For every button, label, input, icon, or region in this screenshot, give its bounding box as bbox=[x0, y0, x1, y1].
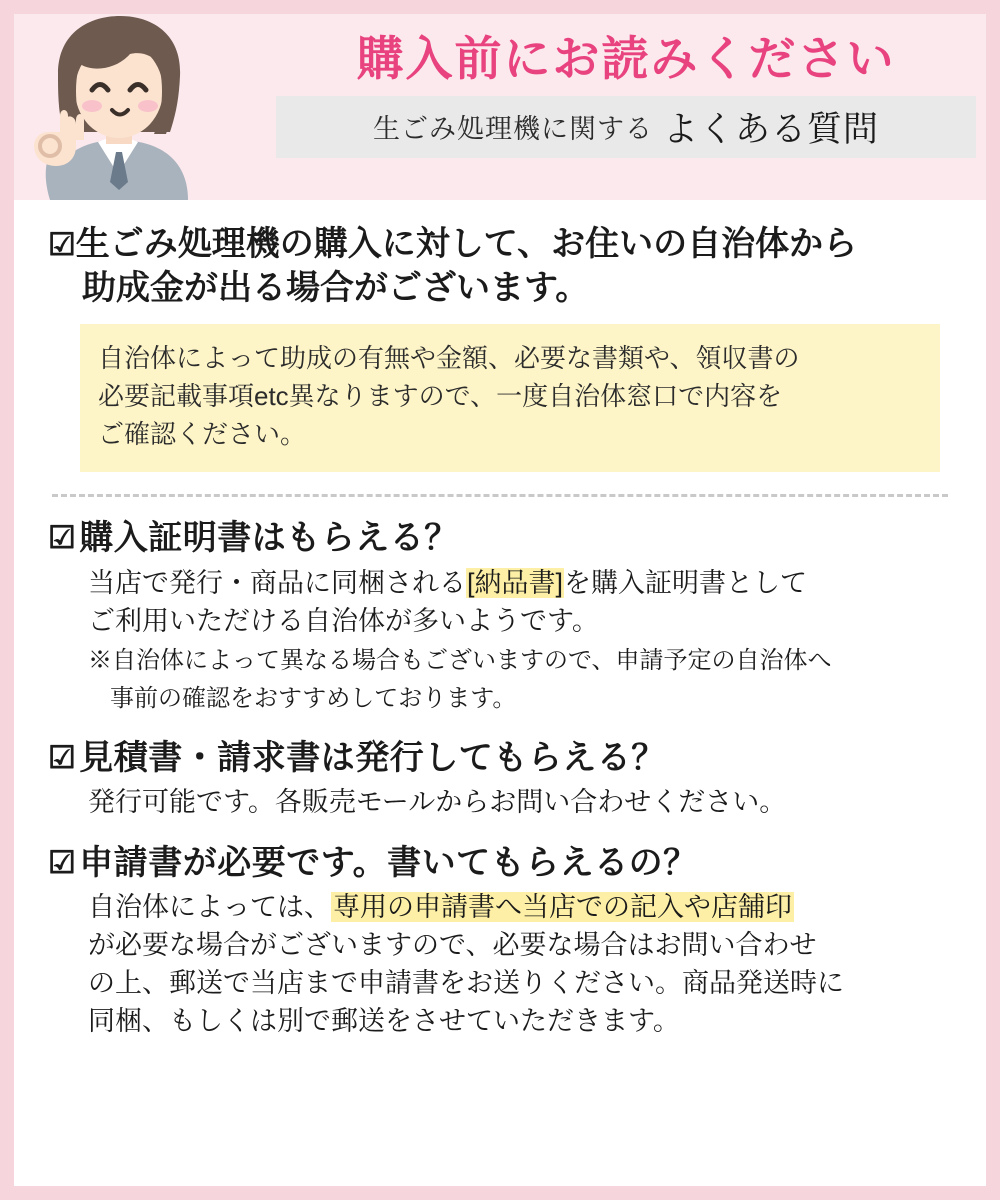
checkbox-icon: ☑ bbox=[48, 520, 77, 556]
faq-answer-line bbox=[88, 565, 952, 603]
lead-line-2: 助成金が出る場合がございます。 bbox=[82, 269, 590, 308]
faq-question bbox=[48, 517, 952, 561]
faq-question bbox=[48, 842, 952, 886]
checkbox-icon: ☑ bbox=[48, 844, 77, 880]
answer-text: ご利用いただける自治体が多いようです。 bbox=[88, 605, 599, 636]
faq-answer bbox=[88, 889, 952, 1040]
faq-answer bbox=[88, 784, 952, 822]
faq-note-line: ※自治体によって異なる場合もございますので、申請予定の自治体へ bbox=[88, 647, 832, 675]
faq-question bbox=[48, 737, 952, 781]
note-line-2: 必要記載事項etc異なりますので、一度自治体窓口で内容を bbox=[98, 381, 783, 412]
checkbox-icon: ☑ bbox=[48, 227, 76, 262]
faq-answer-line bbox=[88, 889, 952, 927]
woman-ok-sign-illustration bbox=[20, 14, 270, 200]
note-box bbox=[80, 324, 940, 472]
header-text-block bbox=[276, 18, 976, 158]
faq-item bbox=[48, 737, 952, 822]
subtitle-small: 生ごみ処理機に関する bbox=[372, 114, 653, 145]
faq-answer-line: 同梱、もしくは別で郵送をさせていただきます。 bbox=[88, 1005, 680, 1036]
highlight-text: 専用の申請書へ当店での記入や店舗印 bbox=[333, 892, 792, 923]
faq-body bbox=[14, 200, 986, 1041]
faq-answer-line bbox=[88, 603, 952, 641]
note-line-1: 自治体によって助成の有無や金額、必要な書類や、領収書の bbox=[98, 343, 800, 374]
lead-line-1: 生ごみ処理機の購入に対して、お住いの自治体から bbox=[75, 225, 858, 263]
answer-text: 自治体によっては、 bbox=[88, 892, 331, 923]
page-title: 購入前にお読みください bbox=[356, 32, 896, 85]
page-header bbox=[14, 14, 986, 200]
faq-question-text: 見積書・請求書は発行してもらえる？ bbox=[79, 738, 666, 777]
highlight-text: [納品書] bbox=[467, 567, 564, 598]
answer-text: を購入証明書として bbox=[564, 567, 808, 598]
faq-answer-line: の上、郵送で当店まで申請書をお送りください。商品発送時に bbox=[88, 967, 844, 998]
subtitle-large: よくある質問 bbox=[662, 109, 879, 149]
faq-item bbox=[48, 517, 952, 716]
faq-item bbox=[48, 842, 952, 1041]
section-divider bbox=[52, 494, 948, 497]
faq-answer bbox=[88, 565, 952, 717]
faq-question-text: 購入証明書はもらえる？ bbox=[79, 519, 459, 558]
lead-statement bbox=[48, 222, 952, 310]
faq-answer-line: が必要な場合がございますので、必要な場合はお問い合わせ bbox=[88, 930, 817, 961]
faq-question-text: 申請書が必要です。書いてもらえるの？ bbox=[79, 843, 698, 882]
faq-note-line: 事前の確認をおすすめしております。 bbox=[110, 685, 517, 713]
faq-answer-line: 発行可能です。各販売モールからお問い合わせください。 bbox=[88, 787, 787, 818]
note-line-3: ご確認ください。 bbox=[98, 419, 307, 450]
checkbox-icon: ☑ bbox=[48, 739, 77, 775]
answer-text: 当店で発行・商品に同梱される bbox=[88, 567, 466, 598]
subtitle-bar bbox=[276, 96, 976, 158]
